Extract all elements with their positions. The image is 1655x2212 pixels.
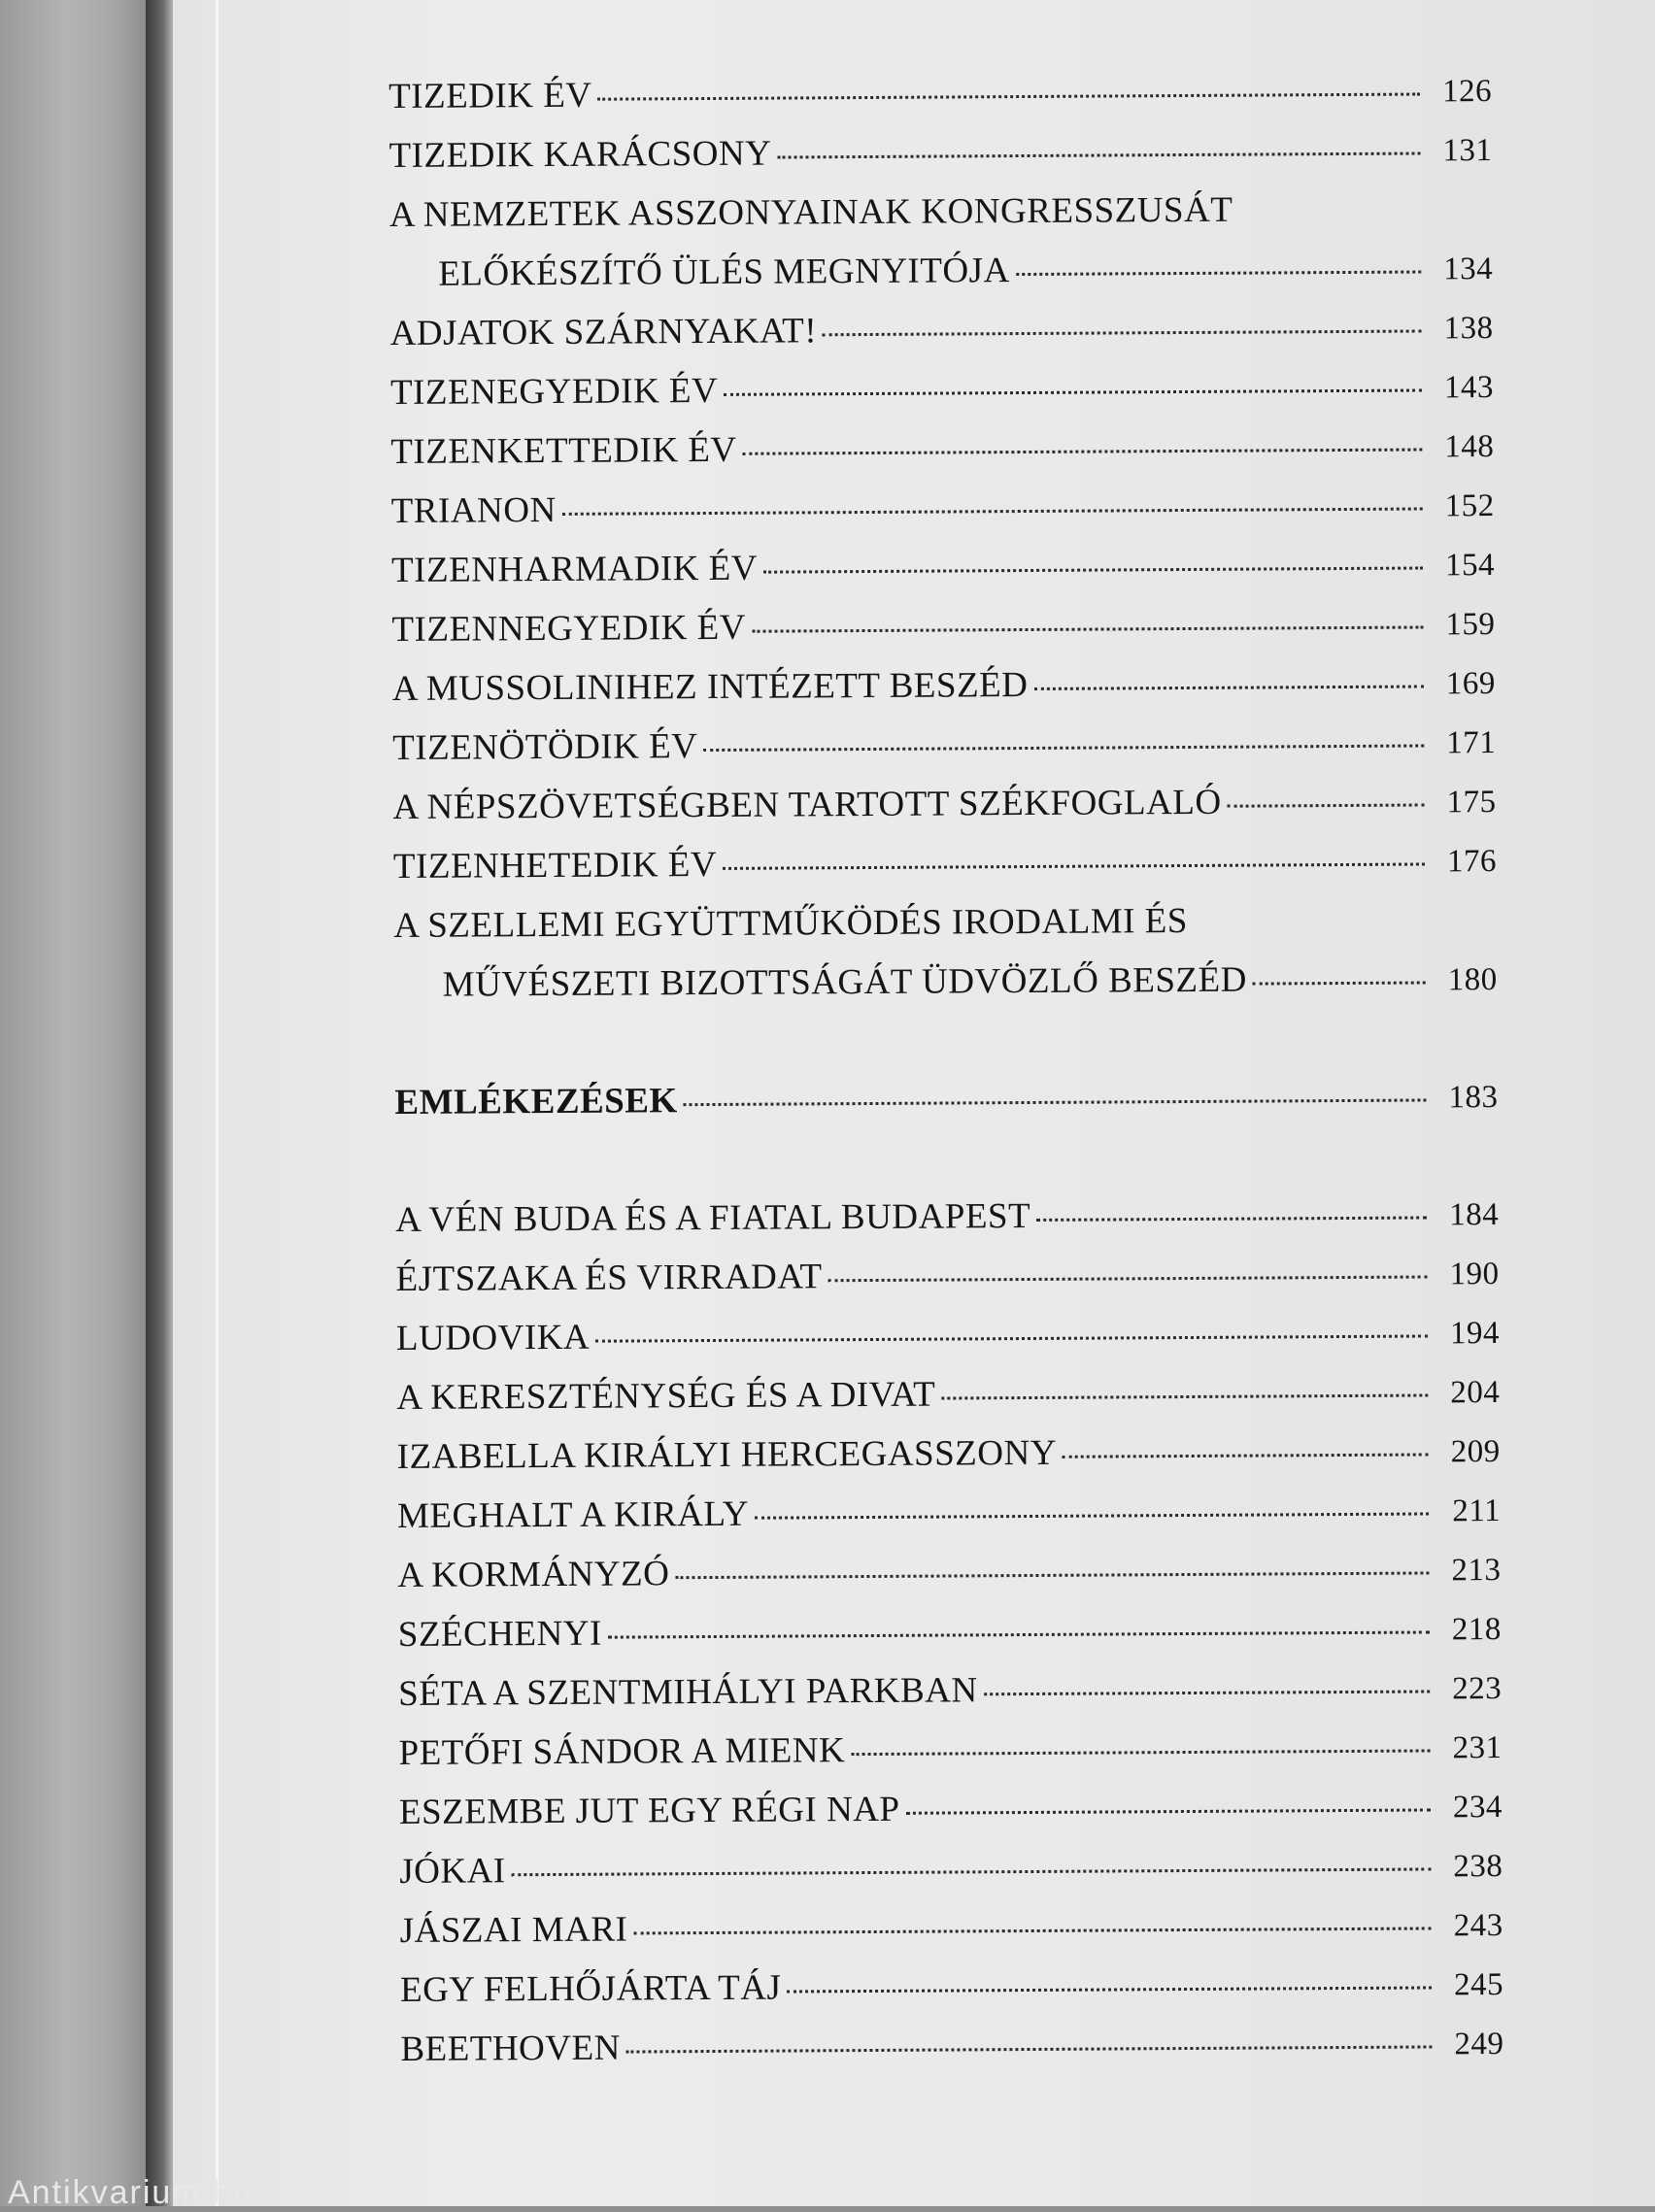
toc-entry — [392, 780, 1496, 846]
dot-leader — [1253, 981, 1426, 985]
dot-leader — [562, 508, 1423, 516]
background-surface — [0, 0, 165, 2206]
dot-leader — [512, 1867, 1432, 1876]
toc-entry-page: 209 — [1450, 1434, 1501, 1470]
toc-entry — [395, 1192, 1499, 1258]
toc-entry — [392, 721, 1496, 787]
toc-entry-page: 176 — [1446, 844, 1498, 880]
toc-entry — [397, 1548, 1501, 1614]
toc-entry-page: 148 — [1444, 429, 1495, 465]
toc-entry-page: 245 — [1453, 1967, 1504, 2003]
toc-entry-title: ÉJTSZAKA ÉS VIRRADAT — [395, 1257, 823, 1299]
toc-entry — [392, 661, 1496, 727]
dot-leader — [823, 330, 1422, 337]
toc-entry-title: JÓKAI — [399, 1851, 506, 1892]
toc-entry-page: 223 — [1452, 1671, 1503, 1707]
toc-entry — [397, 1429, 1501, 1495]
toc-entry — [399, 1785, 1503, 1851]
dot-leader — [723, 862, 1425, 869]
toc-entry — [391, 543, 1495, 609]
toc-entry-title: TIZENKETTEDIK ÉV — [390, 429, 737, 472]
toc-entry-page: 143 — [1443, 370, 1495, 406]
dot-leader — [851, 1749, 1430, 1756]
toc-entry-line1 — [389, 187, 1493, 253]
dot-leader — [1228, 803, 1425, 807]
toc-entry — [388, 128, 1492, 194]
toc-entry-line2 — [389, 247, 1493, 313]
dot-leader — [1033, 686, 1423, 690]
dot-leader — [906, 1808, 1431, 1814]
toc-entry-title: A VÉN BUDA ÉS A FIATAL BUDAPEST — [395, 1195, 1031, 1240]
toc-entry-title: A NÉPSZÖVETSÉGBEN TARTOTT SZÉKFOGLALÓ — [392, 782, 1222, 827]
toc-entry-title-continued: ELŐKÉSZÍTŐ ÜLÉS MEGNYITÓJA — [438, 251, 1010, 294]
toc-entry-page: 138 — [1443, 311, 1494, 347]
dot-leader — [752, 626, 1423, 633]
dot-leader — [684, 1098, 1427, 1106]
toc-entry-title: TIZENÖTÖDIK ÉV — [392, 726, 698, 768]
toc-entry — [393, 839, 1497, 905]
section-gap — [394, 1017, 1498, 1082]
toc-entry-title: TIZENEGYEDIK ÉV — [389, 370, 719, 413]
toc-entry-page: 180 — [1447, 962, 1498, 998]
dot-leader — [777, 152, 1420, 159]
toc-entry — [391, 484, 1495, 550]
toc-entry-page: 171 — [1446, 725, 1497, 761]
toc-entry-title: SÉTA A SZENTMIHÁLYI PARKBAN — [398, 1670, 978, 1714]
toc-entry — [391, 602, 1495, 668]
toc-entry-title: TIZENNEGYEDIK ÉV — [391, 607, 747, 650]
dot-leader — [598, 93, 1421, 101]
toc-entry — [400, 2022, 1503, 2088]
toc-entry — [388, 69, 1492, 135]
toc-entry — [395, 1252, 1499, 1318]
toc-entry-line1 — [393, 898, 1497, 964]
dot-leader — [626, 2045, 1433, 2053]
toc-section-heading — [394, 1075, 1498, 1141]
toc-entry-title: TIZENHARMADIK ÉV — [390, 548, 759, 590]
toc-entry-page: 231 — [1452, 1730, 1503, 1766]
toc-entry — [389, 306, 1493, 372]
toc-entry-page: 234 — [1452, 1790, 1503, 1826]
section-gap — [395, 1134, 1499, 1199]
toc-entry-title: A NEMZETEK ASSZONYAINAK KONGRESSZUSÁT — [388, 189, 1233, 235]
toc-entry-page: 126 — [1442, 74, 1493, 110]
toc-entry-title: A SZELLEMI EGYÜTTMŰKÖDÉS IRODALMI ÉS — [393, 900, 1189, 946]
toc-entry-title: ESZEMBE JUT EGY RÉGI NAP — [398, 1789, 900, 1832]
dot-leader — [941, 1393, 1428, 1399]
toc-entry — [400, 1903, 1503, 1969]
dot-leader — [743, 449, 1423, 455]
toc-entry-page: 211 — [1452, 1493, 1502, 1529]
toc-entry-page: 238 — [1453, 1849, 1503, 1885]
dot-leader — [1036, 1216, 1427, 1221]
toc-entry — [398, 1726, 1502, 1792]
toc-entry — [396, 1311, 1500, 1377]
dot-leader — [828, 1275, 1428, 1282]
toc-entry-page: 204 — [1450, 1375, 1501, 1411]
toc-entry-title: A KORMÁNYZÓ — [397, 1554, 670, 1595]
toc-entry-page: 134 — [1443, 251, 1494, 287]
toc-entry-title: A KERESZTÉNYSÉG ÉS A DIVAT — [396, 1374, 936, 1418]
toc-entry-page: 218 — [1451, 1612, 1502, 1648]
toc-entry-page: 169 — [1445, 666, 1496, 702]
dot-leader — [984, 1690, 1430, 1695]
toc-entry-page: 243 — [1453, 1908, 1503, 1944]
toc-entry-page: 249 — [1454, 2027, 1504, 2062]
toc-entry-title: BEETHOVEN — [400, 2028, 622, 2069]
toc-entry-title: EGY FELHŐJÁRTA TÁJ — [399, 1967, 782, 2010]
dot-leader — [675, 1571, 1429, 1579]
toc-entry-title: IZABELLA KIRÁLYI HERCEGASSZONY — [396, 1432, 1058, 1477]
dot-leader — [595, 1334, 1428, 1342]
page-edge-highlight — [216, 0, 219, 2206]
toc-entry — [397, 1489, 1501, 1555]
toc-entry — [398, 1607, 1502, 1673]
toc-entry-page: 183 — [1448, 1080, 1499, 1116]
toc-entry-line2 — [394, 957, 1498, 1023]
dot-leader — [633, 1927, 1431, 1934]
toc-entry-title: JÁSZAI MARI — [399, 1909, 628, 1951]
toc-entry-page: 159 — [1445, 607, 1496, 643]
toc-entry-title: LUDOVIKA — [395, 1317, 591, 1358]
toc-entry-title: SZÉCHENYI — [397, 1613, 602, 1655]
toc-entry-title: TIZEDIK ÉV — [388, 75, 592, 117]
dot-leader — [1063, 1453, 1429, 1458]
toc-entry-title-continued: MŰVÉSZETI BIZOTTSÁGÁT ÜDVÖZLŐ BESZÉD — [442, 959, 1248, 1005]
toc-entry — [390, 365, 1494, 431]
dot-leader — [787, 1986, 1432, 1993]
toc-entry-page: 131 — [1442, 133, 1493, 169]
toc-entry-title: TRIANON — [390, 489, 557, 531]
toc-entry-page: 154 — [1444, 548, 1496, 584]
toc-entry-page: 213 — [1451, 1553, 1502, 1589]
toc-entry-title: TIZEDIK KARÁCSONY — [388, 133, 772, 176]
toc-entry — [396, 1370, 1500, 1436]
toc-entry-page: 190 — [1449, 1257, 1500, 1292]
toc-entry — [398, 1666, 1502, 1732]
section-title: EMLÉKEZÉSEK — [394, 1081, 678, 1123]
dot-leader — [608, 1630, 1430, 1638]
dot-leader — [763, 567, 1423, 574]
watermark: Antikvarium.hu — [8, 2174, 253, 2211]
toc-entry-title: A MUSSOLINIHEZ INTÉZETT BESZÉD — [391, 664, 1029, 709]
toc-entry-title: MEGHALT A KIRÁLY — [396, 1493, 750, 1536]
toc-entry-title: PETŐFI SÁNDOR A MIENK — [398, 1730, 846, 1773]
dot-leader — [703, 744, 1424, 752]
toc-entry-title: TIZENHETEDIK ÉV — [392, 844, 718, 887]
dot-leader — [755, 1512, 1429, 1519]
toc-entry-page: 175 — [1446, 785, 1497, 821]
toc-entry-title: ADJATOK SZÁRNYAKAT! — [389, 311, 818, 353]
table-of-contents — [388, 69, 1504, 2088]
toc-entry — [390, 424, 1494, 490]
toc-entry — [400, 1962, 1503, 2028]
toc-entry-page: 194 — [1449, 1316, 1501, 1352]
toc-entry — [399, 1844, 1503, 1910]
toc-entry-page: 152 — [1444, 488, 1495, 524]
dot-leader — [724, 389, 1422, 396]
dot-leader — [1016, 271, 1422, 277]
toc-entry-page: 184 — [1449, 1197, 1500, 1233]
